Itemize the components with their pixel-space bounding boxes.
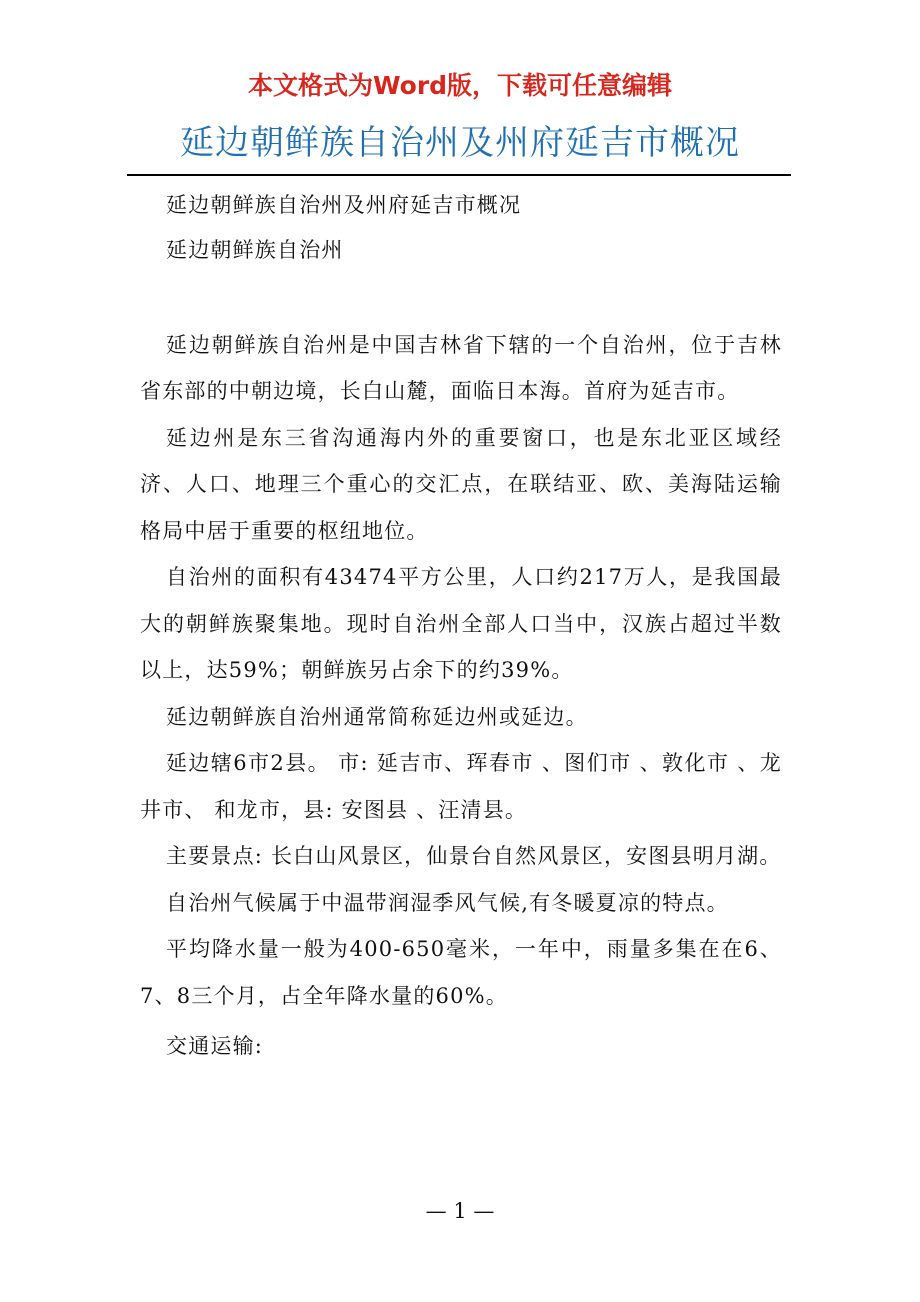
- paragraph-transport: 交通运输:: [166, 1034, 264, 1058]
- paragraph-climate: 自治州气候属于中温带润湿季风气候,有冬暖夏凉的特点。: [166, 890, 729, 915]
- download-notice-banner: 本文格式为Word版，下载可任意编辑: [247, 71, 673, 100]
- paragraph-heading: 延边朝鲜族自治州及州府延吉市概况: [166, 193, 522, 217]
- document-body: [140, 183, 782, 1070]
- paragraph-subheading: 延边朝鲜族自治州: [166, 238, 344, 262]
- paragraph-intro: 延边朝鲜族自治州是中国吉林省下辖的一个自治州，位于吉林省东部的中朝边境，长白山麓，面临日本海。首府为延吉市。: [140, 332, 782, 403]
- paragraph-precipitation: 平均降水量一般为400-650毫米，一年中，雨量多集在在6、7、8三个月，占全年降水量的60%。: [140, 937, 782, 1008]
- paragraph-location: 延边州是东三省沟通海内外的重要窗口，也是东北亚区域经济、人口、地理三个重心的交汇点，在联结亚、欧、美海陆运输格局中居于重要的枢纽地位。: [140, 425, 782, 543]
- document-title: 延边朝鲜族自治州及州府延吉市概况: [180, 123, 740, 163]
- paragraph-attractions: 主要景点: 长白山风景区，仙景台自然风景区，安图县明月湖。: [166, 844, 782, 868]
- paragraph-short-name: 延边朝鲜族自治州通常简称延边州或延边。: [166, 704, 588, 729]
- paragraph-population: 自治州的面积有43474平方公里，人口约217万人，是我国最大的朝鲜族聚集地。现时自治州全部人口当中，汉族占超过半数以上，达59%；朝鲜族另占余下的约39%。: [140, 565, 782, 682]
- blank-line: [140, 274, 782, 322]
- title-divider: [127, 174, 791, 176]
- page-number: — 1 —: [425, 1199, 495, 1223]
- paragraph-divisions: 延边辖6市2县。 市: 延吉市、珲春市 、图们市 、敦化市 、龙井市、 和龙市，县: 安图县 、汪清县。: [140, 751, 782, 822]
